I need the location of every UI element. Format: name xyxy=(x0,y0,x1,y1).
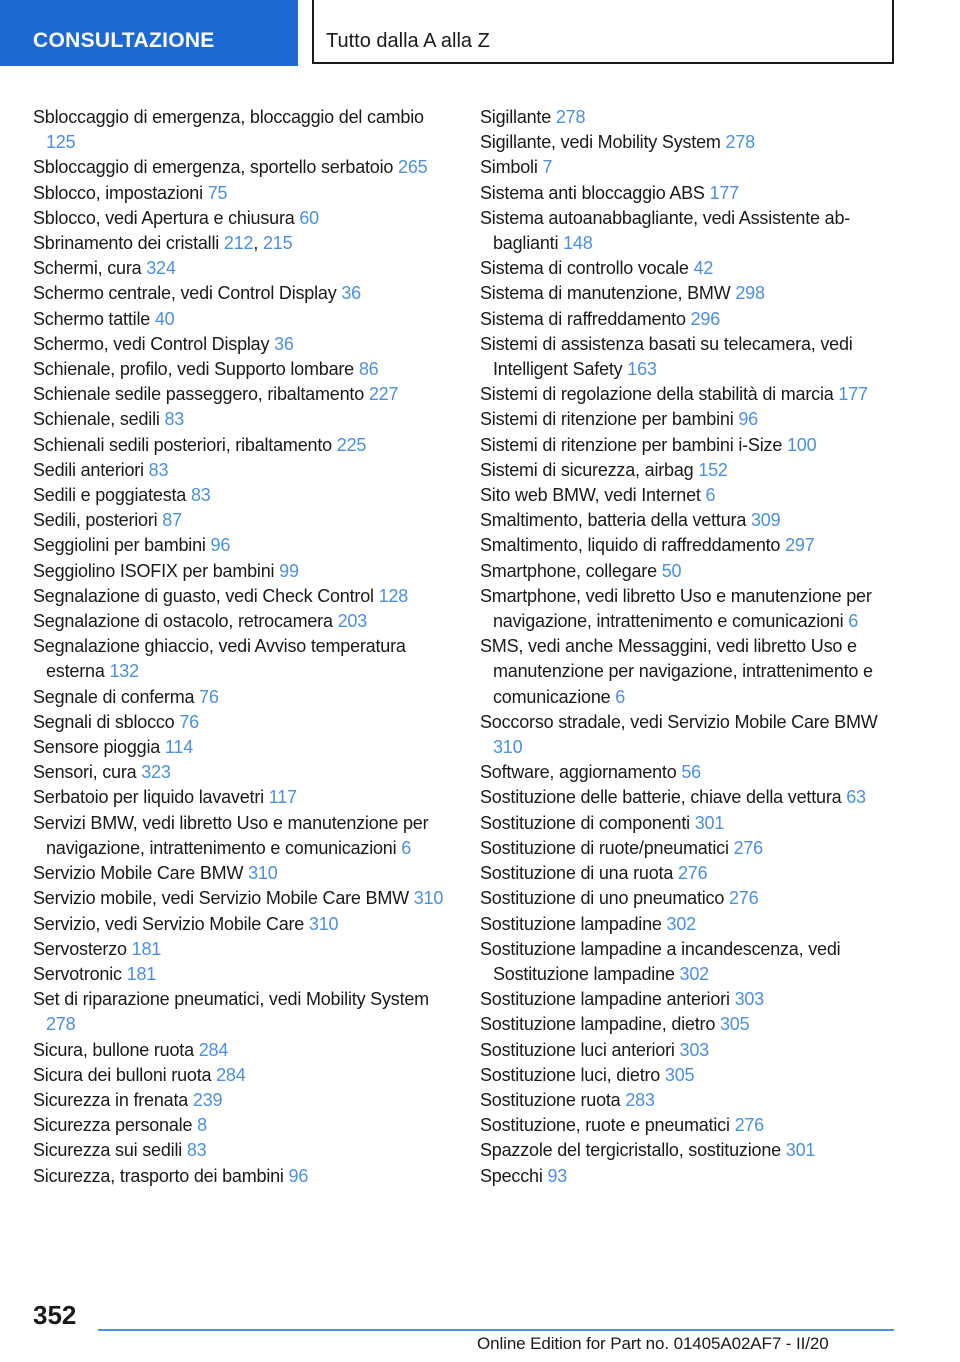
page-link[interactable]: 87 xyxy=(162,510,182,531)
entry-text: Sicurezza sui sedili xyxy=(33,1140,183,1161)
entry-text: Sistema autoanabbagliante, vedi Assistente abbaglianti xyxy=(480,207,851,254)
index-entry xyxy=(480,836,900,861)
entry-text: Sensori, cura xyxy=(33,762,137,783)
entry-text: Sostituzione luci anteriori xyxy=(480,1039,675,1060)
page-link[interactable]: 227 xyxy=(368,384,399,405)
page-link[interactable]: 96 xyxy=(738,409,758,430)
entry-text: Seggiolino ISOFIX per bambini xyxy=(33,560,275,581)
entry-text: Sensore pioggia xyxy=(33,737,161,758)
index-entry xyxy=(33,811,453,861)
page-link[interactable]: 6 xyxy=(705,485,716,506)
page-link[interactable]: 181 xyxy=(126,963,157,984)
page-link[interactable]: 284 xyxy=(216,1064,246,1085)
entry-text: SMS, vedi anche Messaggini, vedi libretto Uso e manutenzione per navigazione, intrattenimento e comunicazione xyxy=(480,636,873,707)
index-entry xyxy=(480,785,900,810)
entry-text: Sicura dei bulloni ruota xyxy=(33,1064,212,1085)
page-link[interactable]: 96 xyxy=(210,535,231,556)
page-link[interactable]: 310 xyxy=(413,888,444,909)
page-link[interactable]: 114 xyxy=(164,737,194,758)
entry-text: Sistemi di assistenza basati su telecamera, vedi Intelligent Safety xyxy=(480,333,853,380)
index-entry xyxy=(480,710,900,760)
index-entry xyxy=(33,1063,453,1088)
index-entry xyxy=(480,281,900,306)
index-entry xyxy=(480,937,900,987)
entry-text: Smaltimento, liquido di raffreddamento xyxy=(480,535,781,556)
entry-text: Segnale di conferma xyxy=(33,686,195,707)
page-link[interactable]: 239 xyxy=(192,1089,223,1110)
index-entry xyxy=(480,559,900,584)
index-entry xyxy=(480,1138,900,1163)
entry-text: Sbrinamento dei cristalli xyxy=(33,233,220,254)
index-entry xyxy=(480,533,900,558)
index-entry xyxy=(33,962,453,987)
entry-text: Sigillante xyxy=(480,107,552,127)
entry-text: Software, aggiornamento xyxy=(480,762,677,783)
index-entry xyxy=(33,357,453,382)
entry-text: Sostituzione delle batterie, chiave della vettura xyxy=(480,787,842,808)
index-entry xyxy=(33,886,453,911)
index-entry xyxy=(33,912,453,937)
entry-text: Schienali sedili posteriori, ribaltamento xyxy=(33,434,332,455)
page-link[interactable]: 6 xyxy=(615,686,626,707)
page-number: 352 xyxy=(33,1300,77,1330)
index-entry xyxy=(480,1088,900,1113)
page-link[interactable]: 93 xyxy=(547,1165,568,1186)
page-link[interactable]: 212 xyxy=(223,233,254,254)
entry-text: Sostituzione lampadine anteriori xyxy=(480,989,730,1010)
page-link[interactable]: 152 xyxy=(698,459,728,480)
index-entry xyxy=(480,155,900,180)
entry-text: Sblocco, impostazioni xyxy=(33,182,203,203)
page-link[interactable]: 181 xyxy=(131,938,162,959)
entry-text: Sicurezza personale xyxy=(33,1115,193,1136)
page-link[interactable]: 278 xyxy=(555,107,586,127)
entry-text: Sistemi di regolazione della stabilità di marcia xyxy=(480,384,834,405)
entry-text: Sistemi di ritenzione per bambini i-Size xyxy=(480,434,783,455)
entry-text: Schermo centrale, vedi Control Display xyxy=(33,283,337,304)
index-entry xyxy=(33,105,453,155)
entry-text: Schienale, profilo, vedi Supporto lombare xyxy=(33,359,354,380)
index-entry xyxy=(33,533,453,558)
entry-text: Soccorso stradale, vedi Servizio Mobile Care BMW xyxy=(480,711,878,732)
page-link[interactable]: 42 xyxy=(693,258,714,279)
page-link[interactable]: 99 xyxy=(279,560,299,581)
entry-text: Smartphone, vedi libretto Uso e manutenzione per navigazione, intrattenimento e comunicazioni xyxy=(480,585,872,632)
index-entry xyxy=(480,483,900,508)
index-entry xyxy=(480,256,900,281)
entry-text: Sistemi di sicurezza, airbag xyxy=(480,459,694,480)
page-link[interactable]: 132 xyxy=(109,661,139,682)
page-link[interactable]: 276 xyxy=(733,837,763,858)
page-link[interactable]: 76 xyxy=(199,686,219,707)
page-link[interactable]: 177 xyxy=(838,384,868,405)
entry-text: Seggiolini per bambini xyxy=(33,535,206,556)
entry-text: Sistema di raffreddamento xyxy=(480,308,686,329)
index-entry xyxy=(480,382,900,407)
page-link[interactable]: 7 xyxy=(542,157,553,178)
entry-text: Segnalazione di guasto, vedi Check Control xyxy=(33,585,374,606)
entry-text: Servosterzo xyxy=(33,938,127,959)
index-entry xyxy=(33,508,453,533)
entry-text: Segnalazione di ostacolo, retrocamera xyxy=(33,611,333,632)
index-entry: Sbrinamento dei cristalli 212, 215 xyxy=(33,233,293,254)
page-link[interactable]: 225 xyxy=(336,434,367,455)
index-entry xyxy=(480,584,900,634)
page-link[interactable]: 75 xyxy=(207,182,228,203)
entry-text: Sostituzione ruota xyxy=(480,1089,621,1110)
page-link[interactable]: 276 xyxy=(677,863,708,884)
entry-text: Simboli xyxy=(480,157,538,178)
index-entry xyxy=(480,1063,900,1088)
page-link[interactable]: 60 xyxy=(299,207,319,228)
entry-text: Segnali di sblocco xyxy=(33,711,175,732)
index-entry xyxy=(480,1113,900,1138)
index-entry xyxy=(33,256,453,281)
page-link[interactable]: 278 xyxy=(725,132,755,153)
page-link[interactable]: 128 xyxy=(378,585,409,606)
entry-text: Sistema di manutenzione, BMW xyxy=(480,283,731,304)
index-entry xyxy=(33,307,453,332)
page-link[interactable]: 36 xyxy=(274,333,294,354)
entry-text: Servizio mobile, vedi Servizio Mobile Care BMW xyxy=(33,888,409,909)
page-link[interactable]: 83 xyxy=(148,459,169,480)
index-entry xyxy=(33,181,453,206)
index-entry xyxy=(480,987,900,1012)
entry-text: Sbloccaggio di emergenza, sportello serbatoio xyxy=(33,157,394,178)
index-entry xyxy=(480,912,900,937)
entry-text: Servotronic xyxy=(33,963,122,984)
entry-text: Sostituzione lampadine a incandescenza, vedi Sostituzione lampadine xyxy=(480,938,841,984)
index-entry xyxy=(480,861,900,886)
page-link[interactable]: 284 xyxy=(198,1039,229,1060)
entry-text: Schermo tattile xyxy=(33,308,151,329)
index-entry xyxy=(33,685,453,710)
index-entry xyxy=(33,609,453,634)
index-entry xyxy=(480,105,900,130)
entry-text: Sblocco, vedi Apertura e chiusura xyxy=(33,207,295,228)
page-link[interactable]: 303 xyxy=(679,1039,709,1060)
index-entry xyxy=(33,206,453,231)
index-column-right xyxy=(480,105,900,1189)
page-link[interactable]: 6 xyxy=(401,837,412,858)
page-link[interactable]: 203 xyxy=(337,611,368,632)
page-link[interactable]: 117 xyxy=(268,787,297,808)
entry-text: Schienale sedile passeggero, ribaltamento xyxy=(33,384,365,405)
index-entry xyxy=(33,937,453,962)
index-entry xyxy=(480,307,900,332)
entry-text: Servizio, vedi Servizio Mobile Care xyxy=(33,913,305,934)
page-link[interactable]: 305 xyxy=(719,1014,750,1035)
index-entry xyxy=(480,1012,900,1037)
entry-text: Servizio Mobile Care BMW xyxy=(33,863,244,884)
page-link[interactable]: 56 xyxy=(681,762,701,783)
entry-text: Sigillante, vedi Mobility System xyxy=(480,132,721,153)
page-link[interactable]: 163 xyxy=(627,359,657,380)
page-link[interactable]: 50 xyxy=(661,560,682,581)
entry-text: Sedili anteriori xyxy=(33,459,144,480)
chapter-title: Tutto dalla A alla Z xyxy=(312,0,894,64)
index-entry xyxy=(33,760,453,785)
index-entry xyxy=(480,760,900,785)
entry-text: Schermi, cura xyxy=(33,258,142,279)
page-link[interactable]: 83 xyxy=(164,409,185,430)
index-entry xyxy=(33,483,453,508)
page-link[interactable]: 302 xyxy=(666,913,696,934)
index-entry xyxy=(480,1164,900,1189)
page-link[interactable]: 324 xyxy=(146,258,176,279)
index-entry xyxy=(33,735,453,760)
page-link[interactable]: 76 xyxy=(179,711,199,732)
entry-text: Sedili e poggiatesta xyxy=(33,485,187,506)
entry-text: Sostituzione lampadine xyxy=(480,913,662,934)
index-entry xyxy=(33,584,453,609)
page-link[interactable]: 63 xyxy=(846,787,866,808)
page-link[interactable]: 83 xyxy=(186,1140,207,1161)
index-entry xyxy=(480,130,900,155)
entry-text: Sedili, posteriori xyxy=(33,510,158,531)
index-entry xyxy=(480,332,900,382)
section-tab: CONSULTAZIONE xyxy=(0,0,298,66)
index-entry xyxy=(480,206,900,256)
page-link[interactable]: 305 xyxy=(664,1064,695,1085)
index-entry xyxy=(33,433,453,458)
page-link[interactable]: 310 xyxy=(248,863,278,884)
index-entry xyxy=(33,634,453,684)
page-link[interactable]: 297 xyxy=(785,535,815,556)
index-entry xyxy=(480,634,900,710)
page-link[interactable]: 302 xyxy=(679,963,709,984)
page-link[interactable]: 83 xyxy=(190,485,211,506)
index-entry xyxy=(33,710,453,735)
index-entry xyxy=(33,332,453,357)
page-link[interactable]: 278 xyxy=(46,1014,76,1035)
index-entry xyxy=(480,458,900,483)
entry-text: Schermo, vedi Control Display xyxy=(33,333,270,354)
page-link[interactable]: 301 xyxy=(694,812,725,833)
page-link[interactable]: 125 xyxy=(46,132,76,153)
entry-text: Set di riparazione pneumatici, vedi Mobility System xyxy=(33,989,429,1010)
index-column-left xyxy=(33,105,453,1189)
page-link[interactable]: 283 xyxy=(625,1089,655,1110)
page-link[interactable]: 303 xyxy=(734,989,764,1010)
index-entry xyxy=(33,281,453,306)
page-link[interactable]: 310 xyxy=(308,913,339,934)
entry-text: Smartphone, collegare xyxy=(480,560,657,581)
entry-text: Schienale, sedili xyxy=(33,409,160,430)
entry-text: Sicurezza in frenata xyxy=(33,1089,189,1110)
entry-text: Specchi xyxy=(480,1165,543,1186)
index-entry xyxy=(33,1138,453,1163)
page-link[interactable]: 296 xyxy=(690,308,721,329)
entry-text: Servizi BMW, vedi libretto Uso e manutenzione per navigazione, intrattenimento e comunicazioni xyxy=(33,812,429,858)
index-entry xyxy=(33,861,453,886)
index-entry xyxy=(33,407,453,432)
entry-text: Spazzole del tergicristallo, sostituzione xyxy=(480,1140,781,1161)
page-link[interactable]: 309 xyxy=(750,510,781,531)
index-entry xyxy=(480,181,900,206)
page-link[interactable]: 323 xyxy=(141,762,171,783)
entry-text: Sicurezza, trasporto dei bambini xyxy=(33,1165,284,1186)
index-entry xyxy=(33,155,453,180)
entry-text: Sistemi di ritenzione per bambini xyxy=(480,409,734,430)
index-entry xyxy=(480,811,900,836)
index-entry xyxy=(33,1088,453,1113)
entry-text: Sicura, bullone ruota xyxy=(33,1039,194,1060)
entry-text: Segnalazione ghiaccio, vedi Avviso temperatura esterna xyxy=(33,636,406,682)
entry-text: Sistema anti bloccaggio ABS xyxy=(480,182,705,203)
index-entry xyxy=(33,382,453,407)
entry-text: Sito web BMW, vedi Internet xyxy=(480,485,701,506)
page-link[interactable]: 86 xyxy=(358,359,379,380)
index-entry xyxy=(33,559,453,584)
page-link[interactable]: 276 xyxy=(728,888,759,909)
index-entry xyxy=(33,1113,453,1138)
entry-text: Serbatoio per liquido lavavetri xyxy=(33,787,264,808)
page-link[interactable]: 40 xyxy=(154,308,175,329)
page-link[interactable]: 8 xyxy=(197,1115,207,1136)
entry-text: Sostituzione di uno pneumatico xyxy=(480,888,725,909)
index-entry xyxy=(33,987,453,1037)
entry-text: Sostituzione luci, dietro xyxy=(480,1064,661,1085)
entry-text: Sostituzione lampadine, dietro xyxy=(480,1014,716,1035)
page-link[interactable]: 276 xyxy=(734,1115,764,1136)
page-link[interactable]: 301 xyxy=(785,1140,816,1161)
entry-text: Sbloccaggio di emergenza, bloccaggio del cambio xyxy=(33,107,424,127)
entry-text: Sostituzione di ruote/pneumatici xyxy=(480,837,729,858)
page-link[interactable]: 36 xyxy=(341,283,361,304)
page-link[interactable]: 265 xyxy=(398,157,428,178)
page-link[interactable]: 96 xyxy=(288,1165,309,1186)
page-header xyxy=(0,0,960,66)
entry-text: Smaltimento, batteria della vettura xyxy=(480,510,747,531)
entry-text: Sistema di controllo vocale xyxy=(480,258,689,279)
entry-text: Sostituzione di componenti xyxy=(480,812,690,833)
page-link[interactable]: 148 xyxy=(563,233,593,254)
entry-text: Sostituzione di una ruota xyxy=(480,863,674,884)
footer-divider xyxy=(98,1329,894,1331)
index-entry xyxy=(480,433,900,458)
index-entry xyxy=(480,508,900,533)
page-link[interactable]: 298 xyxy=(735,283,765,304)
index-entry xyxy=(33,785,453,810)
entry-text: Sostituzione, ruote e pneumatici xyxy=(480,1115,730,1136)
page-link[interactable]: 6 xyxy=(848,611,859,632)
index-entry xyxy=(33,1038,453,1063)
index-entry xyxy=(480,407,900,432)
page-link[interactable]: 177 xyxy=(709,182,739,203)
index-entry xyxy=(480,1038,900,1063)
page-link[interactable]: 310 xyxy=(493,737,523,758)
index-entry xyxy=(33,1164,453,1189)
index-entry xyxy=(33,458,453,483)
page-link[interactable]: 215 xyxy=(262,233,293,254)
footer-edition: Online Edition for Part no. 01405A02AF7 - II/20 xyxy=(477,1334,829,1353)
page-link[interactable]: 100 xyxy=(786,434,817,455)
index-entry xyxy=(480,886,900,911)
